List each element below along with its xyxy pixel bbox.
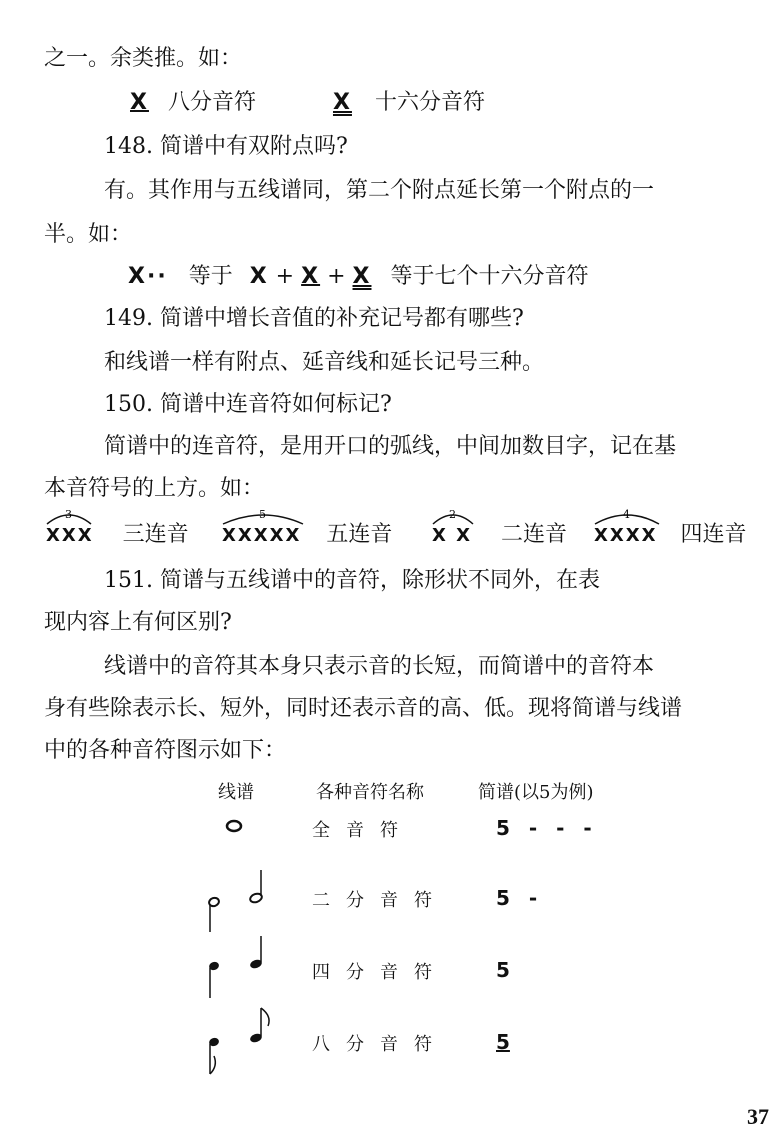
note-name: 全音符 <box>312 820 414 841</box>
note-x: X <box>130 90 149 115</box>
question-title: 149. 简谱中增长音值的补充记号都有哪些? <box>104 306 524 331</box>
example-line <box>130 88 485 118</box>
eighth-note-icon <box>208 1008 269 1074</box>
note-x: X·· <box>128 264 168 289</box>
tuplet-label: 四连音 <box>680 522 747 547</box>
text-line: 简谱中的连音符，是用开口的弧线，中间加数目字，记在基 <box>104 434 677 459</box>
tuplet-number: 4 <box>623 508 630 521</box>
tuplet-label: 三连音 <box>122 522 189 547</box>
tuplet-notes: XXX <box>46 525 94 546</box>
page-number: 37 <box>747 1104 769 1129</box>
tuplet-arc <box>44 506 94 526</box>
tuplet-number: 5 <box>259 508 266 521</box>
whole-note-icon <box>227 821 241 831</box>
note-x: X <box>249 264 269 289</box>
table-header: 各种音符名称 <box>316 782 424 803</box>
text-line: 身有些除表示长、短外，同时还表示音的高、低。现将简谱与线谱 <box>44 696 683 721</box>
text-line: 和线谱一样有附点、延音线和延长记号三种。 <box>104 350 545 375</box>
question-title: 150. 简谱中连音符如何标记? <box>104 392 392 417</box>
text-line: 线谱中的音符其本身只表示音的长短，而简谱中的音符本 <box>104 654 655 679</box>
text-line: 中的各种音符图示如下： <box>44 738 287 763</box>
example-label: 十六分音符 <box>374 90 485 115</box>
note-x: X <box>352 264 372 289</box>
tuplet-arc <box>220 506 306 526</box>
question-title: 148. 简谱中有双附点吗? <box>104 134 348 159</box>
note-name: 二分音符 <box>312 890 448 911</box>
example-label: 八分音符 <box>167 90 256 115</box>
equals-text: 等于 <box>188 264 233 289</box>
table-header: 线谱 <box>218 782 254 803</box>
note-x: X <box>301 264 321 289</box>
plus-sign: + <box>327 264 346 289</box>
note-x: X <box>332 90 352 115</box>
tuplet-number: 3 <box>65 508 72 521</box>
note-name: 八分音符 <box>312 1034 448 1055</box>
equals-text: 等于七个十六分音符 <box>390 264 589 289</box>
jianpu-notation: 5 <box>496 958 510 982</box>
text-line: 之一。余类推。如： <box>44 46 243 71</box>
note-name: 四分音符 <box>312 962 448 983</box>
table-header: 简谱(以5为例) <box>478 782 594 803</box>
half-note-icon <box>208 870 263 932</box>
tuplet-notes: XXXXX <box>222 525 302 546</box>
staff-note-figures <box>200 810 280 1090</box>
tuplet-label: 五连音 <box>326 522 393 547</box>
tuplet-number: 2 <box>449 508 456 521</box>
tuplet-label: 二连音 <box>501 522 568 547</box>
example-line <box>128 262 589 292</box>
quarter-note-icon <box>208 936 263 998</box>
plus-sign: + <box>275 264 295 289</box>
jianpu-notation: 5 <box>496 1030 510 1054</box>
question-title: 151. 简谱与五线谱中的音符，除形状不同外，在表 <box>104 568 600 593</box>
question-title: 现内容上有何区别? <box>44 610 232 635</box>
jianpu-notation: 5 - - - <box>496 816 598 840</box>
text-line: 半。如： <box>44 222 133 247</box>
text-line: 有。其作用与五线谱同，第二个附点延长第一个附点的一 <box>104 178 655 203</box>
tuplet-notes: X X <box>432 525 473 546</box>
tuplet-notes: XXXX <box>594 525 658 546</box>
tuplet-arc <box>430 506 476 526</box>
tuplet-arc <box>592 506 662 526</box>
jianpu-notation: 5 - <box>496 886 544 910</box>
text-line: 本音符号的上方。如： <box>44 476 265 501</box>
